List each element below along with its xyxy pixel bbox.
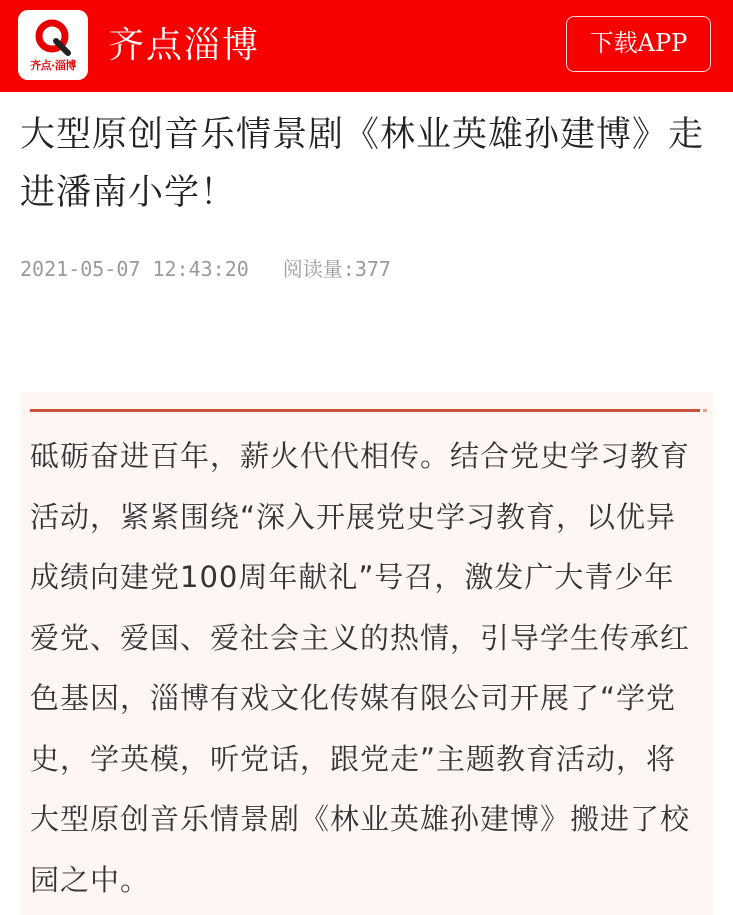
publish-date: 2021-05-07 12:43:20 (20, 257, 249, 281)
article-paragraph: 砥砺奋进百年，薪火代代相传。结合党史学习教育活动，紧紧围绕“深入开展党史学习教育，以优异成绩向建党100周年献礼”号召，激发广大青少年爱党、爱国、爱社会主义的热情，引导学生传承红色基因，淄博有戏文化传媒有限公司开展了“学党史，学英模，听党话，跟党走”主题教育活动，将大型原创音乐情景剧《林业英雄孙建博》搬进了校园之中。 (30, 439, 691, 897)
section-divider (30, 409, 700, 412)
view-count: 阅读量:377 (282, 257, 391, 281)
q-logo-icon (34, 18, 72, 56)
article-meta (20, 254, 391, 284)
app-logo[interactable] (18, 10, 88, 80)
download-app-button[interactable]: 下载APP (566, 16, 711, 72)
app-name: 齐点淄博 (108, 25, 261, 66)
logo-text: 齐点·淄博 (30, 59, 76, 72)
top-bar (0, 0, 733, 92)
article-title: 大型原创音乐情景剧《林业英雄孙建博》走进潘南小学！ (20, 115, 705, 213)
article-body-container (20, 392, 713, 915)
divider-dot (703, 409, 707, 412)
